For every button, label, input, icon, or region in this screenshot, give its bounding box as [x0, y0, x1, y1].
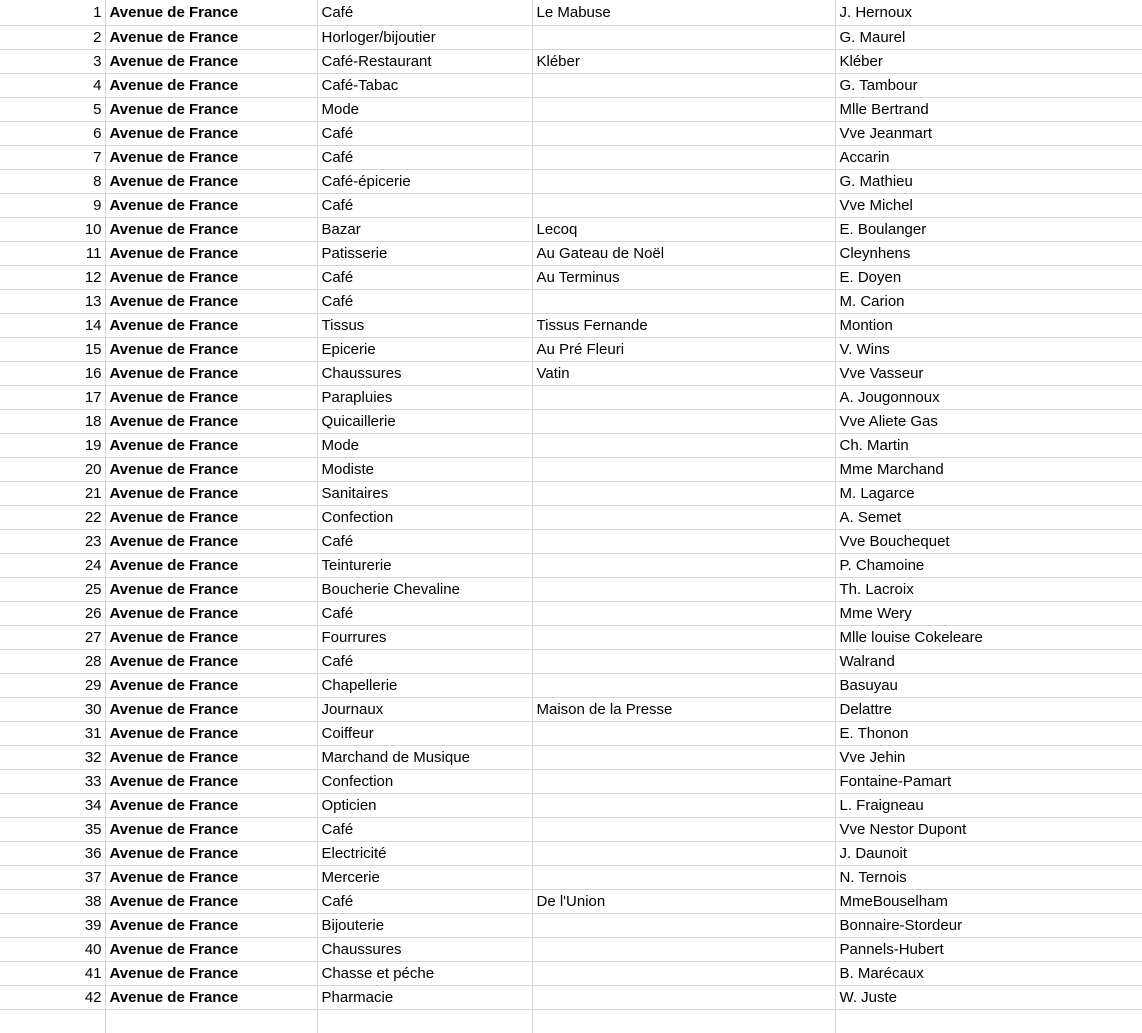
- table-row: [0, 962, 1142, 986]
- cell-number[interactable]: 11: [0, 242, 105, 266]
- table-row: [0, 626, 1142, 650]
- cell-street[interactable]: Avenue de France: [105, 50, 317, 74]
- cell-shop-type[interactable]: Tissus: [317, 314, 532, 338]
- empty-cell[interactable]: [105, 1010, 317, 1033]
- cell-street[interactable]: Avenue de France: [105, 746, 317, 770]
- cell-shop-type[interactable]: Café: [317, 122, 532, 146]
- cell-number[interactable]: 16: [0, 362, 105, 386]
- table-row: [0, 122, 1142, 146]
- cell-shop-name[interactable]: [532, 794, 835, 818]
- cell-street[interactable]: Avenue de France: [105, 674, 317, 698]
- cell-owner[interactable]: Fontaine-Pamart: [835, 770, 1142, 794]
- cell-number[interactable]: 27: [0, 626, 105, 650]
- cell-number[interactable]: 42: [0, 986, 105, 1010]
- cell-number[interactable]: 25: [0, 578, 105, 602]
- table-row: [0, 170, 1142, 194]
- cell-number[interactable]: 41: [0, 962, 105, 986]
- table-row: [0, 698, 1142, 722]
- cell-shop-name[interactable]: [532, 626, 835, 650]
- cell-owner[interactable]: E. Doyen: [835, 266, 1142, 290]
- cell-shop-name[interactable]: Tissus Fernande: [532, 314, 835, 338]
- cell-owner[interactable]: N. Ternois: [835, 866, 1142, 890]
- cell-street[interactable]: Avenue de France: [105, 74, 317, 98]
- cell-shop-name[interactable]: [532, 722, 835, 746]
- empty-cell[interactable]: [835, 1010, 1142, 1033]
- cell-number[interactable]: 32: [0, 746, 105, 770]
- cell-shop-type[interactable]: Chapellerie: [317, 674, 532, 698]
- table-row: [0, 74, 1142, 98]
- cell-shop-type[interactable]: Chaussures: [317, 938, 532, 962]
- table-row: [0, 218, 1142, 242]
- cell-owner[interactable]: Basuyau: [835, 674, 1142, 698]
- cell-shop-type[interactable]: Marchand de Musique: [317, 746, 532, 770]
- cell-number[interactable]: 8: [0, 170, 105, 194]
- cell-street[interactable]: Avenue de France: [105, 26, 317, 50]
- table-row: [0, 866, 1142, 890]
- cell-owner[interactable]: E. Thonon: [835, 722, 1142, 746]
- cell-owner[interactable]: Vve Bouchequet: [835, 530, 1142, 554]
- table-row: [0, 554, 1142, 578]
- cell-shop-type[interactable]: Café: [317, 650, 532, 674]
- cell-shop-type[interactable]: Café-épicerie: [317, 170, 532, 194]
- cell-street[interactable]: Avenue de France: [105, 410, 317, 434]
- cell-shop-type[interactable]: Coiffeur: [317, 722, 532, 746]
- table-row: [0, 506, 1142, 530]
- table-row: [0, 794, 1142, 818]
- cell-number[interactable]: 2: [0, 26, 105, 50]
- cell-shop-type[interactable]: Café-Restaurant: [317, 50, 532, 74]
- cell-number[interactable]: 20: [0, 458, 105, 482]
- cell-owner[interactable]: Delattre: [835, 698, 1142, 722]
- cell-street[interactable]: Avenue de France: [105, 434, 317, 458]
- cell-number[interactable]: 26: [0, 602, 105, 626]
- cell-shop-name[interactable]: [532, 458, 835, 482]
- cell-shop-type[interactable]: Mode: [317, 434, 532, 458]
- cell-street[interactable]: Avenue de France: [105, 338, 317, 362]
- cell-shop-type[interactable]: Café: [317, 0, 532, 26]
- cell-owner[interactable]: Mme Wery: [835, 602, 1142, 626]
- cell-number[interactable]: 23: [0, 530, 105, 554]
- cell-owner[interactable]: Mlle louise Cokeleare: [835, 626, 1142, 650]
- cell-owner[interactable]: Cleynhens: [835, 242, 1142, 266]
- cell-owner[interactable]: Bonnaire-Stordeur: [835, 914, 1142, 938]
- cell-shop-type[interactable]: Modiste: [317, 458, 532, 482]
- cell-shop-name[interactable]: [532, 434, 835, 458]
- cell-street[interactable]: Avenue de France: [105, 218, 317, 242]
- table-row: [0, 578, 1142, 602]
- cell-shop-name[interactable]: Au Terminus: [532, 266, 835, 290]
- table-row: [0, 98, 1142, 122]
- table-row: [0, 530, 1142, 554]
- cell-shop-type[interactable]: Mercerie: [317, 866, 532, 890]
- table-row: [0, 482, 1142, 506]
- table-row: [0, 362, 1142, 386]
- cell-shop-type[interactable]: Chasse et péche: [317, 962, 532, 986]
- cell-street[interactable]: Avenue de France: [105, 794, 317, 818]
- cell-shop-name[interactable]: [532, 962, 835, 986]
- cell-shop-type[interactable]: Café: [317, 194, 532, 218]
- table-row: [0, 842, 1142, 866]
- cell-number[interactable]: 34: [0, 794, 105, 818]
- cell-street[interactable]: Avenue de France: [105, 98, 317, 122]
- cell-shop-name[interactable]: Kléber: [532, 50, 835, 74]
- cell-owner[interactable]: G. Maurel: [835, 26, 1142, 50]
- cell-owner[interactable]: Walrand: [835, 650, 1142, 674]
- cell-shop-name[interactable]: [532, 770, 835, 794]
- cell-owner[interactable]: L. Fraigneau: [835, 794, 1142, 818]
- cell-shop-name[interactable]: [532, 410, 835, 434]
- cell-owner[interactable]: Kléber: [835, 50, 1142, 74]
- table-row: [0, 338, 1142, 362]
- cell-number[interactable]: 3: [0, 50, 105, 74]
- cell-owner[interactable]: J. Daunoit: [835, 842, 1142, 866]
- cell-street[interactable]: Avenue de France: [105, 770, 317, 794]
- table-row: [0, 434, 1142, 458]
- cell-shop-name[interactable]: Au Pré Fleuri: [532, 338, 835, 362]
- cell-street[interactable]: Avenue de France: [105, 722, 317, 746]
- cell-street[interactable]: Avenue de France: [105, 914, 317, 938]
- cell-shop-name[interactable]: [532, 290, 835, 314]
- cell-number[interactable]: 35: [0, 818, 105, 842]
- cell-shop-name[interactable]: De l'Union: [532, 890, 835, 914]
- cell-street[interactable]: Avenue de France: [105, 146, 317, 170]
- table-row: [0, 770, 1142, 794]
- cell-shop-name[interactable]: [532, 26, 835, 50]
- cell-owner[interactable]: B. Marécaux: [835, 962, 1142, 986]
- cell-street[interactable]: Avenue de France: [105, 266, 317, 290]
- cell-owner[interactable]: Vve Aliete Gas: [835, 410, 1142, 434]
- cell-street[interactable]: Avenue de France: [105, 626, 317, 650]
- cell-owner[interactable]: P. Chamoine: [835, 554, 1142, 578]
- cell-owner[interactable]: J. Hernoux: [835, 0, 1142, 26]
- cell-number[interactable]: 1: [0, 0, 105, 26]
- cell-number[interactable]: 5: [0, 98, 105, 122]
- cell-number[interactable]: 4: [0, 74, 105, 98]
- cell-street[interactable]: Avenue de France: [105, 842, 317, 866]
- cell-number[interactable]: 18: [0, 410, 105, 434]
- cell-shop-name[interactable]: [532, 554, 835, 578]
- cell-number[interactable]: 37: [0, 866, 105, 890]
- cell-number[interactable]: 19: [0, 434, 105, 458]
- cell-owner[interactable]: Vve Vasseur: [835, 362, 1142, 386]
- cell-street[interactable]: Avenue de France: [105, 866, 317, 890]
- cell-shop-type[interactable]: Café: [317, 890, 532, 914]
- cell-owner[interactable]: Pannels-Hubert: [835, 938, 1142, 962]
- table-row: [0, 314, 1142, 338]
- cell-owner[interactable]: W. Juste: [835, 986, 1142, 1010]
- table-row: [0, 146, 1142, 170]
- table-row: [0, 458, 1142, 482]
- table-row: [0, 194, 1142, 218]
- table-row: [0, 26, 1142, 50]
- cell-street[interactable]: Avenue de France: [105, 962, 317, 986]
- cell-shop-name[interactable]: Maison de la Presse: [532, 698, 835, 722]
- cell-shop-type[interactable]: Café: [317, 530, 532, 554]
- table-row: [0, 722, 1142, 746]
- cell-street[interactable]: Avenue de France: [105, 362, 317, 386]
- cell-shop-name[interactable]: [532, 578, 835, 602]
- cell-shop-name[interactable]: [532, 650, 835, 674]
- cell-shop-type[interactable]: Patisserie: [317, 242, 532, 266]
- cell-shop-type[interactable]: Café: [317, 818, 532, 842]
- cell-street[interactable]: Avenue de France: [105, 818, 317, 842]
- cell-owner[interactable]: A. Jougonnoux: [835, 386, 1142, 410]
- cell-street[interactable]: Avenue de France: [105, 578, 317, 602]
- table-row: [0, 986, 1142, 1010]
- cell-street[interactable]: Avenue de France: [105, 602, 317, 626]
- cell-shop-name[interactable]: [532, 98, 835, 122]
- table-row: [0, 386, 1142, 410]
- cell-shop-name[interactable]: [532, 530, 835, 554]
- cell-street[interactable]: Avenue de France: [105, 386, 317, 410]
- cell-shop-name[interactable]: Lecoq: [532, 218, 835, 242]
- cell-shop-type[interactable]: Electricité: [317, 842, 532, 866]
- cell-number[interactable]: 15: [0, 338, 105, 362]
- cell-owner[interactable]: G. Tambour: [835, 74, 1142, 98]
- cell-owner[interactable]: Accarin: [835, 146, 1142, 170]
- cell-shop-name[interactable]: [532, 746, 835, 770]
- cell-shop-name[interactable]: [532, 674, 835, 698]
- cell-shop-type[interactable]: Café: [317, 602, 532, 626]
- cell-owner[interactable]: Vve Michel: [835, 194, 1142, 218]
- cell-shop-name[interactable]: [532, 146, 835, 170]
- cell-number[interactable]: 10: [0, 218, 105, 242]
- cell-shop-name[interactable]: [532, 938, 835, 962]
- cell-shop-type[interactable]: Café: [317, 266, 532, 290]
- cell-shop-name[interactable]: [532, 482, 835, 506]
- cell-shop-type[interactable]: Quicaillerie: [317, 410, 532, 434]
- cell-street[interactable]: Avenue de France: [105, 554, 317, 578]
- cell-number[interactable]: 17: [0, 386, 105, 410]
- cell-shop-name[interactable]: [532, 170, 835, 194]
- cell-shop-name[interactable]: [532, 122, 835, 146]
- cell-owner[interactable]: Th. Lacroix: [835, 578, 1142, 602]
- empty-cell[interactable]: [317, 1010, 532, 1033]
- cell-shop-name[interactable]: [532, 914, 835, 938]
- cell-shop-type[interactable]: Epicerie: [317, 338, 532, 362]
- table-row: [0, 602, 1142, 626]
- cell-owner[interactable]: Vve Jehin: [835, 746, 1142, 770]
- cell-shop-name[interactable]: [532, 506, 835, 530]
- cell-number[interactable]: 33: [0, 770, 105, 794]
- cell-shop-type[interactable]: Horloger/bijoutier: [317, 26, 532, 50]
- cell-shop-name[interactable]: [532, 74, 835, 98]
- cell-street[interactable]: Avenue de France: [105, 0, 317, 26]
- cell-street[interactable]: Avenue de France: [105, 482, 317, 506]
- cell-shop-type[interactable]: Mode: [317, 98, 532, 122]
- table-row: [0, 242, 1142, 266]
- cell-shop-type[interactable]: Bazar: [317, 218, 532, 242]
- cell-number[interactable]: 24: [0, 554, 105, 578]
- table-row: [0, 914, 1142, 938]
- cell-number[interactable]: 9: [0, 194, 105, 218]
- cell-number[interactable]: 13: [0, 290, 105, 314]
- cell-number[interactable]: 31: [0, 722, 105, 746]
- cell-street[interactable]: Avenue de France: [105, 650, 317, 674]
- cell-street[interactable]: Avenue de France: [105, 458, 317, 482]
- cell-shop-type[interactable]: Pharmacie: [317, 986, 532, 1010]
- cell-shop-name[interactable]: [532, 602, 835, 626]
- cell-shop-type[interactable]: Opticien: [317, 794, 532, 818]
- cell-shop-type[interactable]: Journaux: [317, 698, 532, 722]
- cell-owner[interactable]: V. Wins: [835, 338, 1142, 362]
- cell-number[interactable]: 22: [0, 506, 105, 530]
- cell-shop-type[interactable]: Boucherie Chevaline: [317, 578, 532, 602]
- table-row: [0, 746, 1142, 770]
- cell-owner[interactable]: M. Carion: [835, 290, 1142, 314]
- cell-owner[interactable]: MmeBouselham: [835, 890, 1142, 914]
- table-row: [0, 50, 1142, 74]
- cell-number[interactable]: 28: [0, 650, 105, 674]
- cell-number[interactable]: 39: [0, 914, 105, 938]
- cell-shop-type[interactable]: Teinturerie: [317, 554, 532, 578]
- cell-shop-name[interactable]: [532, 986, 835, 1010]
- cell-shop-type[interactable]: Confection: [317, 770, 532, 794]
- cell-shop-name[interactable]: [532, 818, 835, 842]
- table-row: [0, 818, 1142, 842]
- cell-number[interactable]: 40: [0, 938, 105, 962]
- cell-owner[interactable]: Mme Marchand: [835, 458, 1142, 482]
- cell-number[interactable]: 14: [0, 314, 105, 338]
- cell-number[interactable]: 38: [0, 890, 105, 914]
- cell-street[interactable]: Avenue de France: [105, 242, 317, 266]
- table-row: [0, 650, 1142, 674]
- cell-street[interactable]: Avenue de France: [105, 122, 317, 146]
- cell-number[interactable]: 7: [0, 146, 105, 170]
- cell-number[interactable]: 21: [0, 482, 105, 506]
- cell-number[interactable]: 12: [0, 266, 105, 290]
- empty-table-row: [0, 1010, 1142, 1033]
- cell-shop-type[interactable]: Café-Tabac: [317, 74, 532, 98]
- cell-shop-name[interactable]: [532, 386, 835, 410]
- empty-cell[interactable]: [532, 1010, 835, 1033]
- cell-shop-type[interactable]: Sanitaires: [317, 482, 532, 506]
- cell-street[interactable]: Avenue de France: [105, 290, 317, 314]
- cell-shop-type[interactable]: Fourrures: [317, 626, 532, 650]
- cell-shop-name[interactable]: Le Mabuse: [532, 0, 835, 26]
- cell-shop-name[interactable]: [532, 866, 835, 890]
- cell-street[interactable]: Avenue de France: [105, 530, 317, 554]
- cell-owner[interactable]: Vve Nestor Dupont: [835, 818, 1142, 842]
- cell-shop-type[interactable]: Café: [317, 146, 532, 170]
- cell-owner[interactable]: M. Lagarce: [835, 482, 1142, 506]
- cell-street[interactable]: Avenue de France: [105, 506, 317, 530]
- cell-owner[interactable]: G. Mathieu: [835, 170, 1142, 194]
- cell-street[interactable]: Avenue de France: [105, 986, 317, 1010]
- table-row: [0, 938, 1142, 962]
- cell-street[interactable]: Avenue de France: [105, 938, 317, 962]
- cell-owner[interactable]: A. Semet: [835, 506, 1142, 530]
- cell-street[interactable]: Avenue de France: [105, 194, 317, 218]
- cell-owner[interactable]: Mlle Bertrand: [835, 98, 1142, 122]
- cell-shop-type[interactable]: Bijouterie: [317, 914, 532, 938]
- table-row: [0, 0, 1142, 26]
- cell-shop-type[interactable]: Parapluies: [317, 386, 532, 410]
- cell-street[interactable]: Avenue de France: [105, 314, 317, 338]
- cell-owner[interactable]: Montion: [835, 314, 1142, 338]
- cell-owner[interactable]: Ch. Martin: [835, 434, 1142, 458]
- cell-shop-type[interactable]: Café: [317, 290, 532, 314]
- table-row: [0, 674, 1142, 698]
- table-row: [0, 410, 1142, 434]
- cell-street[interactable]: Avenue de France: [105, 698, 317, 722]
- cell-number[interactable]: 36: [0, 842, 105, 866]
- cell-shop-name[interactable]: [532, 842, 835, 866]
- empty-cell[interactable]: [0, 1010, 105, 1033]
- cell-shop-type[interactable]: Chaussures: [317, 362, 532, 386]
- table-row: [0, 890, 1142, 914]
- cell-number[interactable]: 30: [0, 698, 105, 722]
- table-row: [0, 266, 1142, 290]
- cell-shop-name[interactable]: [532, 194, 835, 218]
- cell-owner[interactable]: E. Boulanger: [835, 218, 1142, 242]
- table-row: [0, 290, 1142, 314]
- cell-number[interactable]: 6: [0, 122, 105, 146]
- cell-street[interactable]: Avenue de France: [105, 170, 317, 194]
- cell-shop-type[interactable]: Confection: [317, 506, 532, 530]
- cell-shop-name[interactable]: Au Gateau de Noël: [532, 242, 835, 266]
- cell-owner[interactable]: Vve Jeanmart: [835, 122, 1142, 146]
- cell-street[interactable]: Avenue de France: [105, 890, 317, 914]
- cell-shop-name[interactable]: Vatin: [532, 362, 835, 386]
- cell-number[interactable]: 29: [0, 674, 105, 698]
